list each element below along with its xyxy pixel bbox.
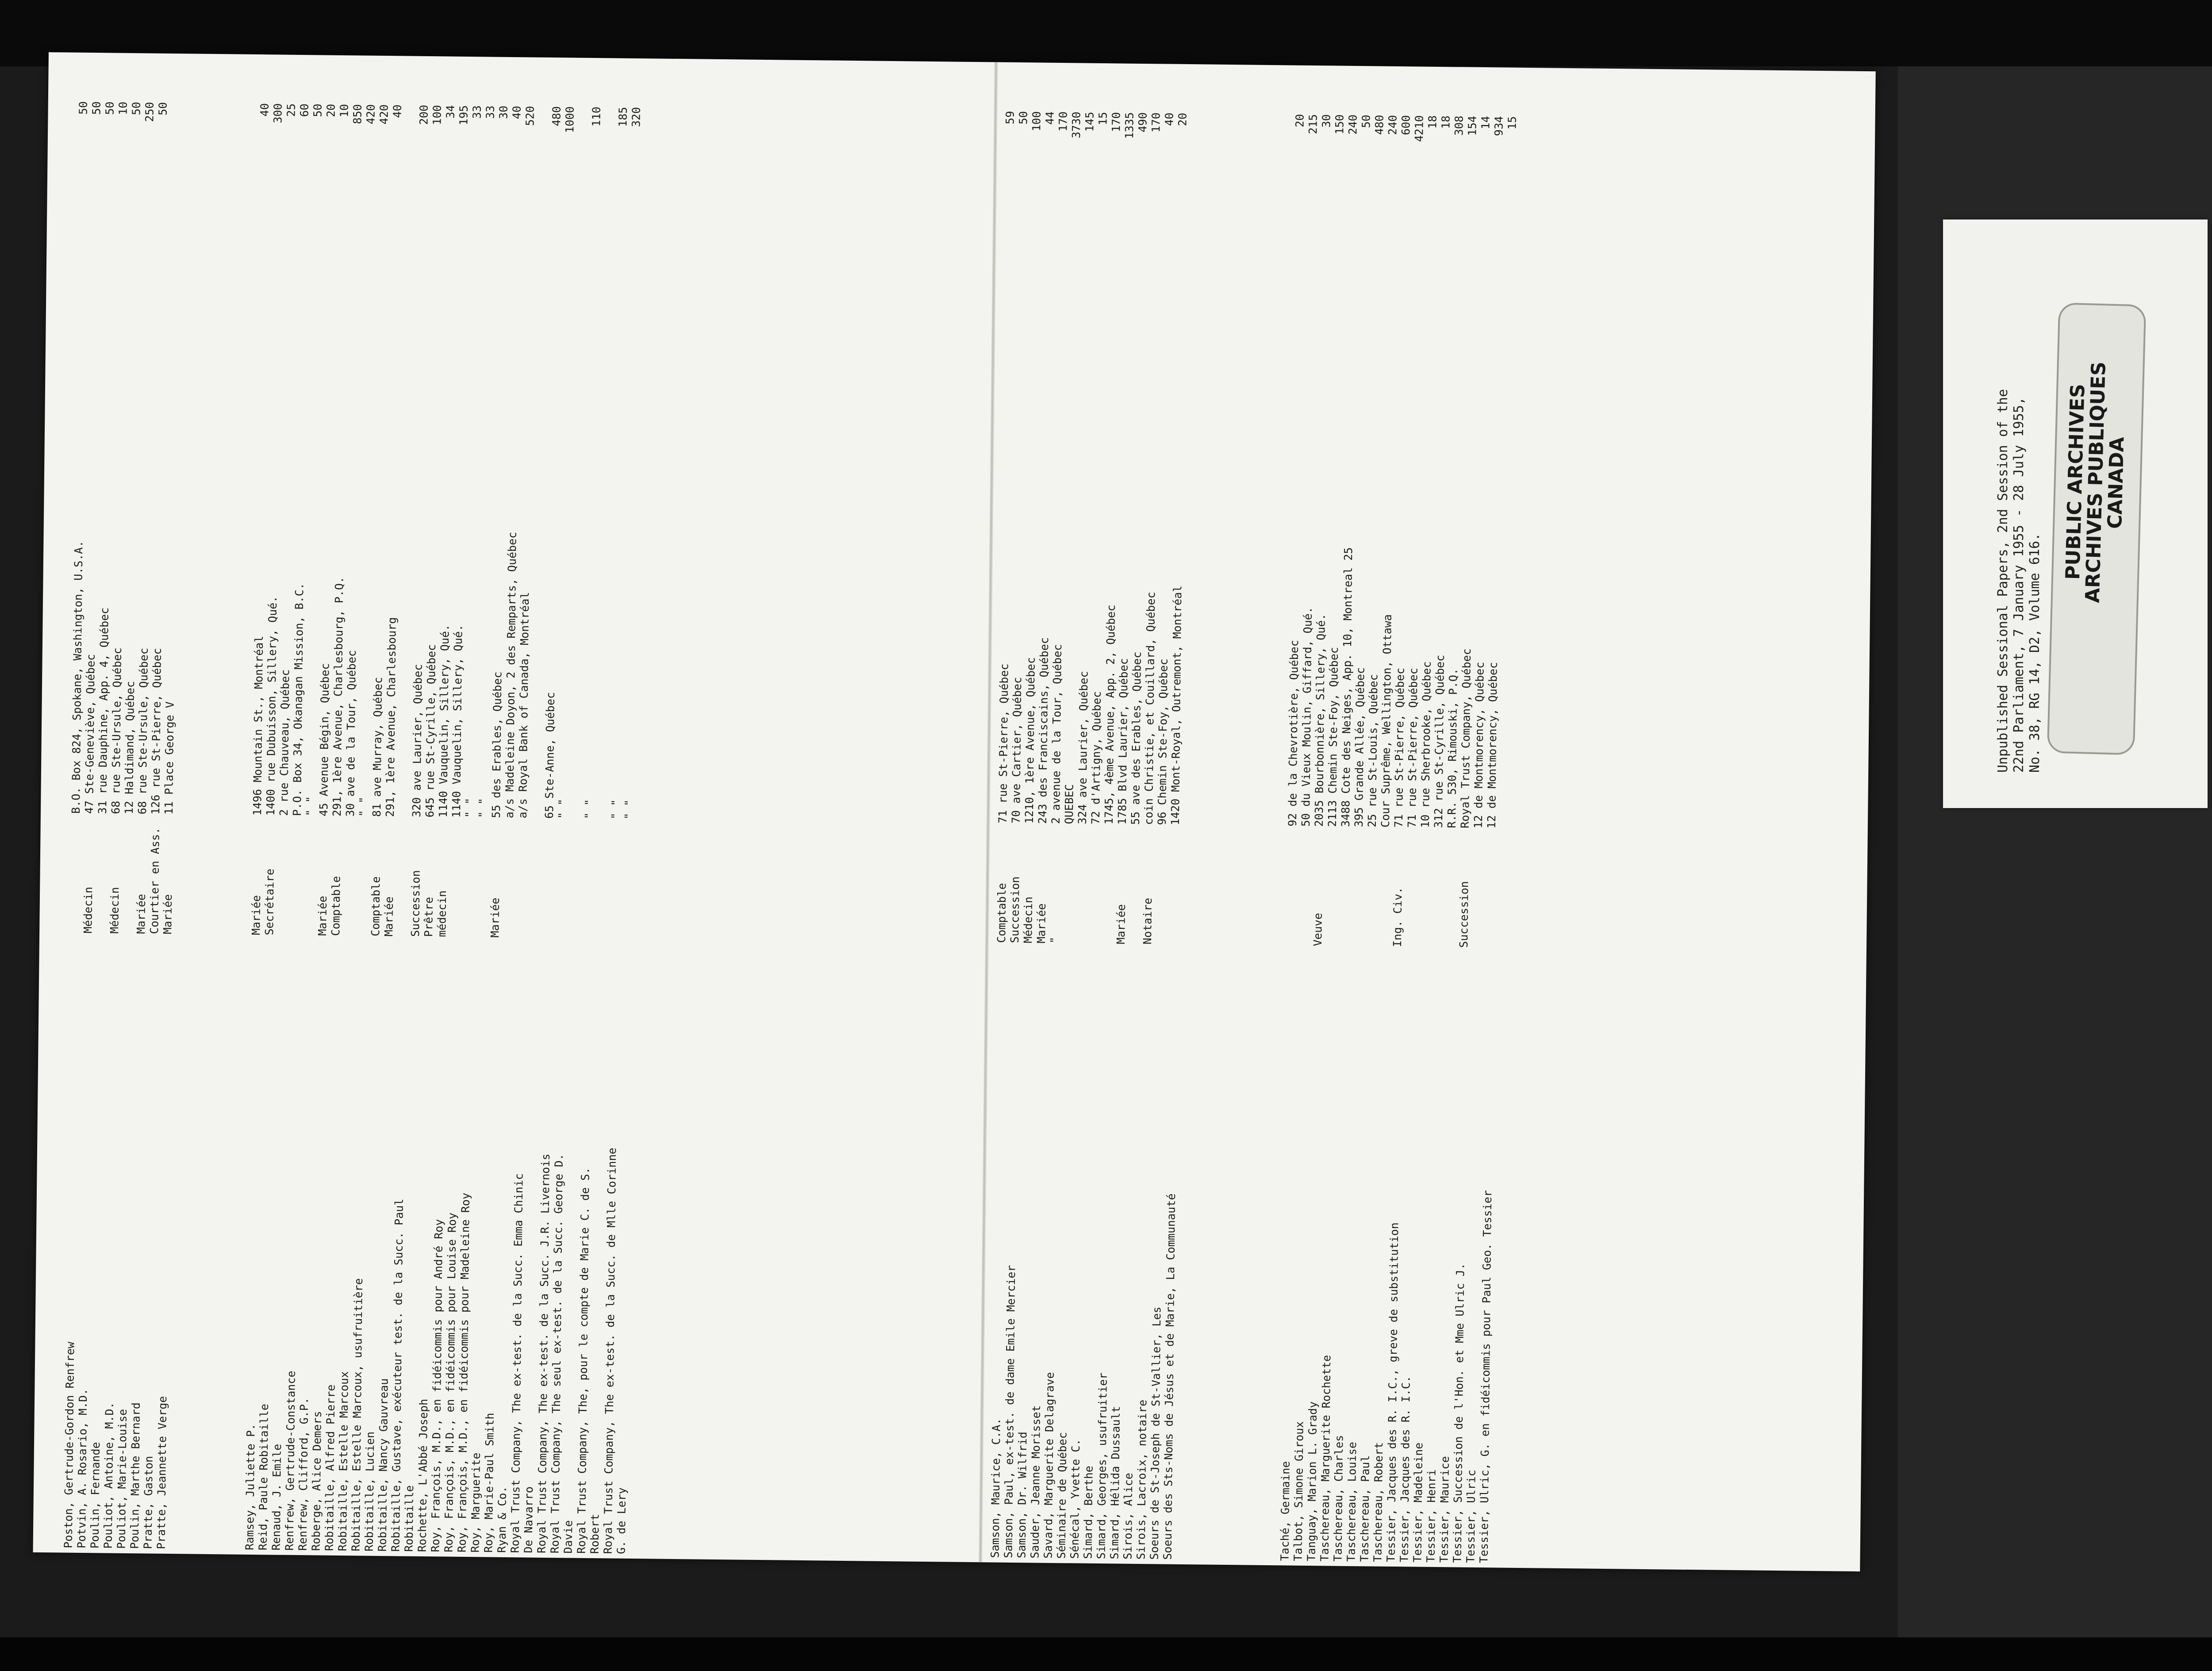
holder-occupation: Secrétaire: [263, 868, 276, 936]
holder-occupation: Notaire: [1141, 897, 1155, 945]
holder-occupation: Prêtre: [422, 897, 436, 937]
slip-line-2: 22nd Parliament, 7 January 1955 - 28 July 1955,: [2011, 397, 2027, 773]
holder-name: Renaud, J. Emile: [269, 1444, 284, 1551]
stamp-line-1: PUBLIC ARCHIVES: [2061, 383, 2089, 580]
holder-address: 71 rue St-Pierre, Québec: [1405, 667, 1420, 828]
holder-name: Royal Trust Company, The ex-test. de la Succ. de Mlle Corinne: [601, 1147, 619, 1554]
share-count: 10: [116, 101, 130, 116]
holder-address: 1745, 4ème Avenue, App. 2, Québec: [1102, 604, 1118, 825]
holder-address: 320 ave Laurier, Québec: [410, 664, 425, 817]
holder-name: Tessier, Succession de l'Hon. et Mme Ulric J.: [1451, 1263, 1467, 1563]
share-count: 50: [130, 101, 143, 116]
holder-name: Roy, François, M.D., en fidéicommis pour Louise Roy: [442, 1212, 459, 1552]
holder-address: 11 Place George V: [162, 701, 177, 815]
share-count: 34: [444, 105, 457, 119]
holder-address: 68 rue Ste-Ursule, Québec: [135, 647, 150, 815]
holder-name: Séminaire de Québec: [1055, 1432, 1069, 1559]
share-count: 154: [1466, 116, 1479, 136]
holder-address: Cour Suprême, Wellington, Ottawa: [1379, 614, 1394, 828]
holder-name: Tessier, Ulric, G. en fidéicommis pour Paul Geo. Tessier: [1477, 1190, 1494, 1563]
holder-address: " ": [609, 799, 622, 820]
share-count: 20: [324, 104, 338, 117]
stamp-line-2: ARCHIVES PUBLIQUES: [2081, 361, 2110, 604]
share-count: 1000: [563, 106, 576, 133]
share-count: 170: [1110, 112, 1123, 132]
share-count: 59: [1003, 111, 1017, 125]
holder-name: Renfrew, Gertrude-Constance: [283, 1371, 298, 1551]
holder-name: Samson, Dr. Wilfrid: [1015, 1432, 1029, 1559]
share-count: 150: [1333, 114, 1346, 135]
holder-address: " ": [556, 798, 569, 819]
share-count: 195: [457, 105, 470, 126]
holder-occupation: Médecin: [1022, 896, 1035, 943]
holder-address: " ": [303, 796, 317, 816]
holder-name: Simard, Berthe: [1081, 1465, 1095, 1559]
list-section: [243, 68, 644, 1554]
holder-address: 12 de Montmorency, Québec: [1471, 662, 1486, 829]
holder-occupation: ": [1048, 936, 1061, 944]
holder-name: Taschereau, Paul: [1358, 1455, 1372, 1562]
share-count: 240: [1346, 114, 1359, 135]
holder-occupation: Mariée: [161, 894, 175, 935]
list-section: [62, 66, 184, 1549]
holder-address: 71 rue St-Pierre, Québec: [996, 663, 1011, 824]
holder-name: Sirois, Lacroix, notaire: [1134, 1399, 1149, 1560]
holder-address: 1400 rue Dubuisson, Sillery, Qué.: [264, 596, 280, 816]
holder-address: B.O. Box 824, Spokane, Washington, U.S.A.: [69, 540, 85, 814]
share-count: 1335: [1123, 112, 1136, 139]
share-count: 40: [258, 103, 271, 117]
document-page: [33, 52, 1876, 1571]
share-count: 420: [377, 104, 391, 125]
holder-address: 45 Avenue Bégin, Québec: [317, 663, 332, 816]
holder-address: 81 ave Murray, Québec: [370, 677, 385, 817]
slip-line-1: Unpublished Sessional Papers, 2nd Session of the: [1995, 389, 2011, 773]
holder-address: 2 avenue de la Tour, Québec: [1049, 644, 1064, 824]
holder-name: Robitaille, Gustave, exécuteur test. de la Succ. Paul: [389, 1198, 406, 1552]
holder-name: Taschereau, Robert: [1371, 1442, 1386, 1562]
holder-name: Tessier, Henri: [1424, 1469, 1438, 1563]
holder-address: 10 rue Sherbrooke, Québec: [1418, 661, 1433, 828]
list-section: [1278, 78, 1519, 1563]
holder-address: 25 rue St-Louis, Québec: [1365, 674, 1380, 828]
share-count: 50: [311, 104, 324, 117]
holder-address: 645 rue St-Cyrille, Québec: [423, 644, 438, 818]
holder-occupation: Comptable: [369, 876, 383, 936]
share-count: 30: [1320, 114, 1333, 128]
holder-name: Roy, François, M.D., en fidéicommis pour André Roy: [429, 1219, 445, 1552]
holder-occupation: Mariée: [250, 895, 263, 936]
holder-address: " ": [582, 799, 596, 820]
share-count: 40: [391, 104, 404, 118]
holder-occupation: Succession: [1457, 881, 1471, 948]
holder-address: " ": [357, 797, 370, 817]
holder-name: Rochette, L'Abbé Joseph: [415, 1398, 430, 1552]
holder-name: Tessier, Ulric: [1464, 1469, 1478, 1563]
holder-occupation: Comptable: [329, 876, 343, 936]
stamp-line-3: CANADA: [2104, 436, 2129, 529]
holder-address: 12 Haldimand, Québec: [122, 681, 137, 815]
holder-address: " ": [476, 798, 490, 818]
holder-address: 1496 Mountain St., Montréal: [250, 635, 266, 816]
holder-occupation: Médecin: [81, 886, 95, 934]
share-count: 480: [1373, 115, 1386, 135]
share-count: 33: [470, 105, 484, 119]
holder-name: Royal Trust Company, The ex-test. de la Succ. J.R. Livernois: [535, 1153, 552, 1554]
share-count: 50: [1359, 115, 1373, 128]
share-count: 185: [616, 107, 630, 127]
holder-name: De Navarro: [522, 1486, 536, 1553]
holder-name: Sirois, Alice: [1121, 1472, 1135, 1559]
share-count: 850: [351, 104, 364, 124]
holder-address: 1140 Vauquelin, Sillery, Qué.: [436, 624, 452, 818]
holder-address: Royal Trust Company, Québec: [1458, 648, 1474, 828]
holder-address: 71 rue St-Pierre, Québec: [1392, 667, 1407, 828]
share-count: 20: [1293, 114, 1306, 127]
share-count: 15: [1096, 112, 1110, 126]
share-count: 215: [1306, 114, 1320, 135]
share-count: 40: [510, 105, 523, 119]
holder-address: a/s Royal Bank of Canada, Montréal: [516, 592, 532, 819]
holder-address: coin Christie, et Couillard, Québec: [1142, 592, 1158, 825]
share-count: 420: [364, 104, 377, 124]
share-count: 15: [1505, 116, 1519, 130]
share-count: 14: [1479, 116, 1492, 130]
holder-name: Roy, Marguerite: [469, 1452, 483, 1553]
rotated-list: [35, 65, 1865, 1567]
holder-address: 55 ave des Erables, Québec: [1129, 651, 1144, 825]
share-count: 200: [417, 104, 430, 125]
share-count: [576, 107, 577, 155]
holder-name: Taschereau, Louise: [1344, 1441, 1359, 1562]
holder-address: 2 rue Chauveau, Québec: [277, 669, 292, 816]
holder-address: 47 Ste-Geneviève, Québec: [82, 654, 97, 814]
holder-name: Davie: [561, 1520, 575, 1554]
share-count: 44: [1043, 111, 1056, 125]
holder-occupation: Veuve: [1311, 913, 1325, 947]
share-count: 320: [630, 107, 643, 127]
share-count: 308: [1452, 116, 1466, 136]
share-count: 50: [1017, 111, 1030, 125]
holder-name: Pouliot, Antoine, M.D.: [101, 1402, 116, 1549]
holder-address: 72 d'Artigny, Québec: [1089, 691, 1104, 825]
holder-name: Pratte, Gaston: [141, 1455, 155, 1549]
holder-address: 243 des Franciscains, Québec: [1036, 637, 1051, 824]
holder-name: Robitaille: [402, 1485, 416, 1552]
holder-occupation: Comptable: [995, 883, 1009, 943]
share-count: 20: [1176, 112, 1189, 127]
share-count: 18: [1439, 115, 1452, 129]
slip-text: [1995, 197, 2043, 773]
stamp-text: [2060, 260, 2132, 704]
holder-occupation: Mariée: [1035, 903, 1048, 943]
holder-name: Samson, Maurice, C.A.: [988, 1418, 1003, 1558]
holder-name: Talbot, Simone Giroux: [1291, 1421, 1306, 1561]
holder-address: 96 Chemin Ste-Foy, Québec: [1155, 658, 1170, 825]
holder-name: Sauder, Jeanne Morisset: [1028, 1405, 1043, 1559]
holder-name: Robitaille, Alfred Pierre: [323, 1384, 338, 1551]
holder-address: 31 rue Dauphine, App. 4, Québec: [96, 607, 111, 814]
holder-name: Royal Trust Company, The ex-test. de la Succ. Emma Chinic: [508, 1173, 526, 1553]
share-count: 50: [156, 102, 169, 116]
holder-address: 92 de la Chevrotière, Québec: [1286, 639, 1301, 827]
holder-name: Royal Trust Company, The seul ex-test. de la Succ. George D.: [548, 1153, 565, 1554]
holder-name: Simard, Georges, usufruitier: [1094, 1372, 1110, 1559]
share-count: 145: [1083, 112, 1096, 132]
holder-name: Tessier, Madeleine: [1411, 1442, 1425, 1563]
holder-name: Ryan & Co.: [495, 1486, 509, 1553]
holder-address: 312 rue St-Cyrille, Québec: [1432, 655, 1447, 828]
holder-occupation: Mariée: [488, 897, 502, 938]
holder-address: 1420 Mont-Royal, Outremont, Montréal: [1168, 585, 1184, 825]
holder-address: 2035 Bourbonnière, Sillery, Qué.: [1312, 613, 1328, 827]
archives-stamp: [2047, 303, 2147, 755]
share-count: 480: [550, 106, 563, 127]
share-count: 490: [1136, 112, 1149, 133]
holder-name: Roy, Marie-Paul Smith: [482, 1413, 496, 1553]
holder-address: a/s Madeleine Doyon, 2 des Remparts, Québec: [503, 531, 519, 819]
share-count: 10: [338, 104, 351, 118]
holder-address: R.R. 530, Rimouski, P.Q.: [1445, 668, 1460, 828]
holder-address: 291, 1ère Avenue, Charlesbourg: [383, 617, 399, 817]
holder-address: 1785 Blvd Laurier, Québec: [1115, 658, 1130, 825]
holder-address: 291, 1ère Avenue, Charlesbourg, P.Q.: [330, 576, 346, 817]
holder-name: Potvin, A. Rosario, M.D.: [75, 1388, 90, 1549]
share-count: 50: [77, 101, 90, 115]
share-count: 100: [1030, 111, 1043, 131]
holder-address: 1210, 1ère Avenue, Québec: [1022, 657, 1037, 824]
holder-address: QUEBEC: [1062, 784, 1076, 824]
share-count: 40: [1163, 112, 1176, 126]
holder-occupation: médecin: [435, 890, 449, 937]
holder-name: Poston, Gertrude-Gordon Renfrew: [61, 1341, 77, 1548]
share-count: 3730: [1070, 112, 1083, 139]
share-count: 30: [497, 105, 510, 119]
holder-address: 2113 Chemin Ste-Foy, Québec: [1325, 647, 1341, 827]
holder-name: Tessier, Jacques des R. I.C.: [1398, 1375, 1413, 1563]
holder-occupation: Courtier en Ass.: [148, 827, 162, 934]
holder-address: 126 rue St-Pierre, Québec: [149, 648, 164, 815]
holder-name: Reid, Paule Robitaille: [256, 1403, 271, 1551]
holder-name: Pratte, Jeannette Verge: [154, 1396, 169, 1549]
holder-occupation: Mariée: [316, 896, 330, 936]
holder-address: 55 des Erables, Québec: [489, 671, 504, 818]
share-count: 25: [284, 103, 298, 117]
holder-name: Soeurs des Sts-Noms de Jésus et de Marie, La Communauté: [1161, 1193, 1178, 1560]
holder-name: Robitaille, Estelle Marcoux, usufruitière: [349, 1278, 365, 1552]
holder-name: Tanguay, Marion L. Grady: [1305, 1401, 1320, 1562]
holder-address: 3488 Cote des Neiges, App. 10, Montreal 25: [1339, 547, 1355, 827]
holder-name: Taché, Germaine: [1278, 1461, 1292, 1561]
holder-name: Robitaille, Estelle Marcoux: [336, 1371, 351, 1552]
holder-name: Ramsey, Juliette P.: [243, 1423, 257, 1551]
share-count: 250: [143, 102, 156, 122]
holder-address: 30 ave de la Tour, Québec: [343, 650, 358, 817]
holder-name: Soeurs de St-Joseph de St-Vallier, Les: [1148, 1306, 1164, 1560]
holder-address: 70 ave Cartier, Québec: [1009, 677, 1024, 824]
holder-name: Renfrew, Clifford, G.P.: [296, 1397, 311, 1551]
holder-name: Tessier, Jacques des R. I.C., greve de substitution: [1384, 1222, 1401, 1563]
share-count: 4210: [1413, 115, 1426, 142]
holder-address: 1140 Vauquelin, Sillery, Qué.: [449, 624, 465, 818]
holder-name: Roberge, Alice Demers: [309, 1411, 324, 1551]
holder-name: Robitaille, Lucien: [362, 1431, 377, 1552]
share-count: [169, 102, 170, 151]
holder-name: Poulin, Marthe Bernard: [128, 1402, 143, 1549]
holder-occupation: Mariée: [1114, 904, 1128, 944]
holder-address: 395 Grande Allée, Québec: [1352, 667, 1367, 828]
holder-name: Taschereau, Marguerite Rochette: [1318, 1355, 1333, 1562]
share-count: 600: [1399, 115, 1413, 135]
share-count: 33: [484, 105, 497, 119]
share-count: 60: [298, 103, 311, 117]
share-count: 300: [271, 103, 284, 123]
holder-address: 68 rue Ste-Ursule, Québec: [109, 647, 124, 814]
holder-name: Savard, Marguerite Delagrave: [1041, 1372, 1056, 1559]
holder-address: 50 du Vieux Moulin, Giffard, Qué.: [1299, 607, 1315, 827]
share-count: 934: [1492, 116, 1505, 136]
holder-occupation: Médecin: [108, 887, 122, 934]
holder-name: Taschereau, Charles: [1331, 1435, 1346, 1562]
share-count: 110: [590, 106, 603, 127]
holder-address: " ": [463, 797, 476, 818]
share-count: 170: [1149, 112, 1163, 133]
share-count: 50: [103, 101, 116, 115]
share-count: 240: [1386, 115, 1399, 135]
share-count: 50: [90, 101, 103, 115]
holder-occupation: Ing. Civ.: [1390, 887, 1405, 947]
holder-address: " ": [622, 799, 636, 820]
holder-address: 324 ave Laurier, Québec: [1075, 671, 1091, 824]
holder-address: 65 Ste-Anne, Québec: [542, 692, 557, 819]
share-count: 170: [1056, 111, 1070, 132]
holder-occupation: Mariée: [134, 893, 148, 934]
holder-name: Robitaille, Nancy Gauvreau: [376, 1378, 391, 1552]
holder-name: Royal Trust Company, The, pour le compte de Marie C. de S.: [575, 1167, 592, 1554]
holder-name: Pouliot, Marie-Louise: [115, 1409, 129, 1549]
holder-name: Tessier, Maurice: [1437, 1456, 1452, 1563]
share-count: 520: [523, 106, 537, 126]
slip-line-3: No. 38, RG 14, D2, Volume 616.: [2027, 533, 2043, 773]
holder-name: Roy, François, M.D., en fidéicommis pour Madeleine Roy: [455, 1193, 472, 1553]
scan-bottom-border: [0, 1637, 2212, 1671]
share-count: 100: [430, 105, 444, 125]
holder-occupation: Mariée: [382, 896, 396, 937]
holder-occupation: Succession: [1008, 876, 1022, 943]
holder-name: Robert: [588, 1513, 602, 1554]
list-section: [988, 76, 1190, 1560]
holder-name: Simard, Hélida Dussault: [1108, 1406, 1123, 1559]
holder-name: Sénécal, Yvette C.: [1068, 1439, 1083, 1559]
holder-address: P.O. Box 34, Okanagan Mission, B.C.: [290, 583, 306, 816]
holder-occupation: Succession: [409, 870, 422, 937]
share-count: 18: [1426, 115, 1439, 129]
holder-name: Poulin, Fernande: [88, 1442, 103, 1549]
holder-name: G. de Lery: [614, 1487, 629, 1554]
holder-address: 12 de Montmorency, Québec: [1485, 662, 1500, 829]
holder-name: Samson, Paul, ex-test. de dame Emile Mercier: [1002, 1265, 1018, 1559]
